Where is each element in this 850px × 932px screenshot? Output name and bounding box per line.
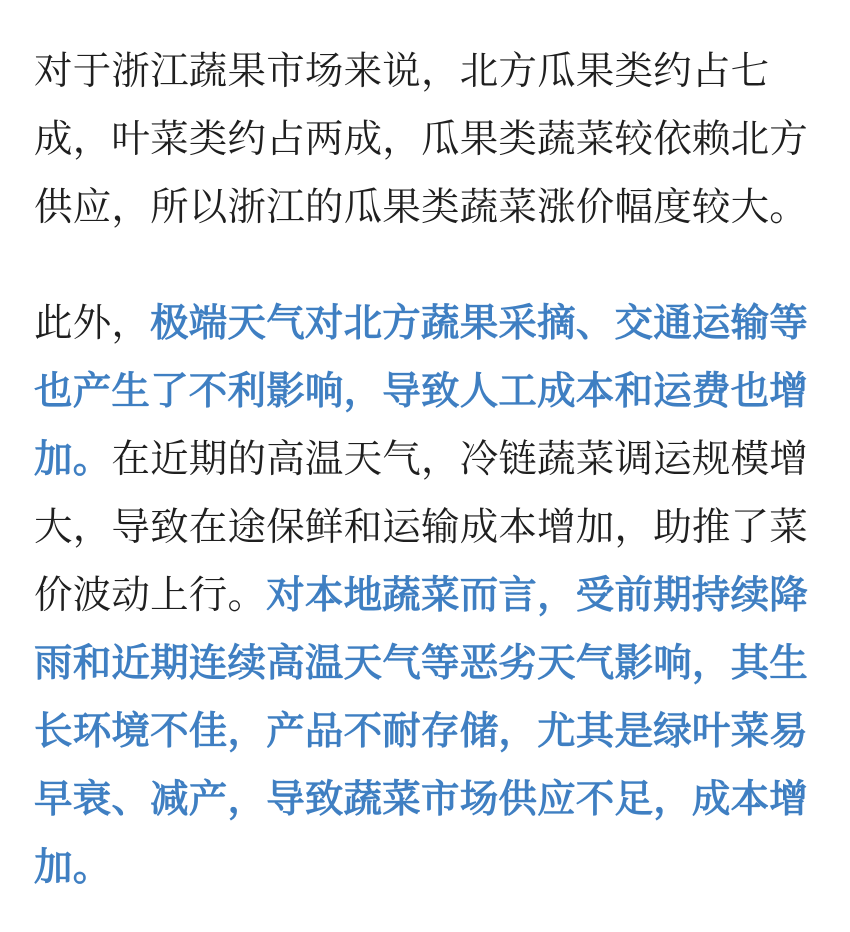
paragraph-2-highlight-2: 对本地蔬菜而言，受前期持续降雨和近期连续高温天气等恶劣天气影响，其生长环境不佳，产品不耐存储，尤其是绿叶菜易早衰、减产，导致蔬菜市场供应不足，成本增加。 (34, 573, 809, 890)
paragraph-2-body: 在近期的高温天气，冷链蔬菜调运规模增大，导致在途保鲜和运输成本增加，助推了菜价波动上行。 (34, 437, 809, 618)
paragraph-1-text: 对于浙江蔬果市场来说，北方瓜果类约占七成，叶菜类约占两成，瓜果类蔬菜较依赖北方供应，所以浙江的瓜果类蔬菜涨价幅度较大。 (34, 49, 809, 230)
paragraph-2 (34, 290, 824, 902)
paragraph-2-intro: 此外， (34, 301, 151, 346)
paragraph-2-highlight-1: 极端天气对北方蔬果采摘、交通运输等也产生了不利影响，导致人工成本和运费也增加。 (34, 301, 809, 482)
paragraph-1 (34, 38, 824, 242)
